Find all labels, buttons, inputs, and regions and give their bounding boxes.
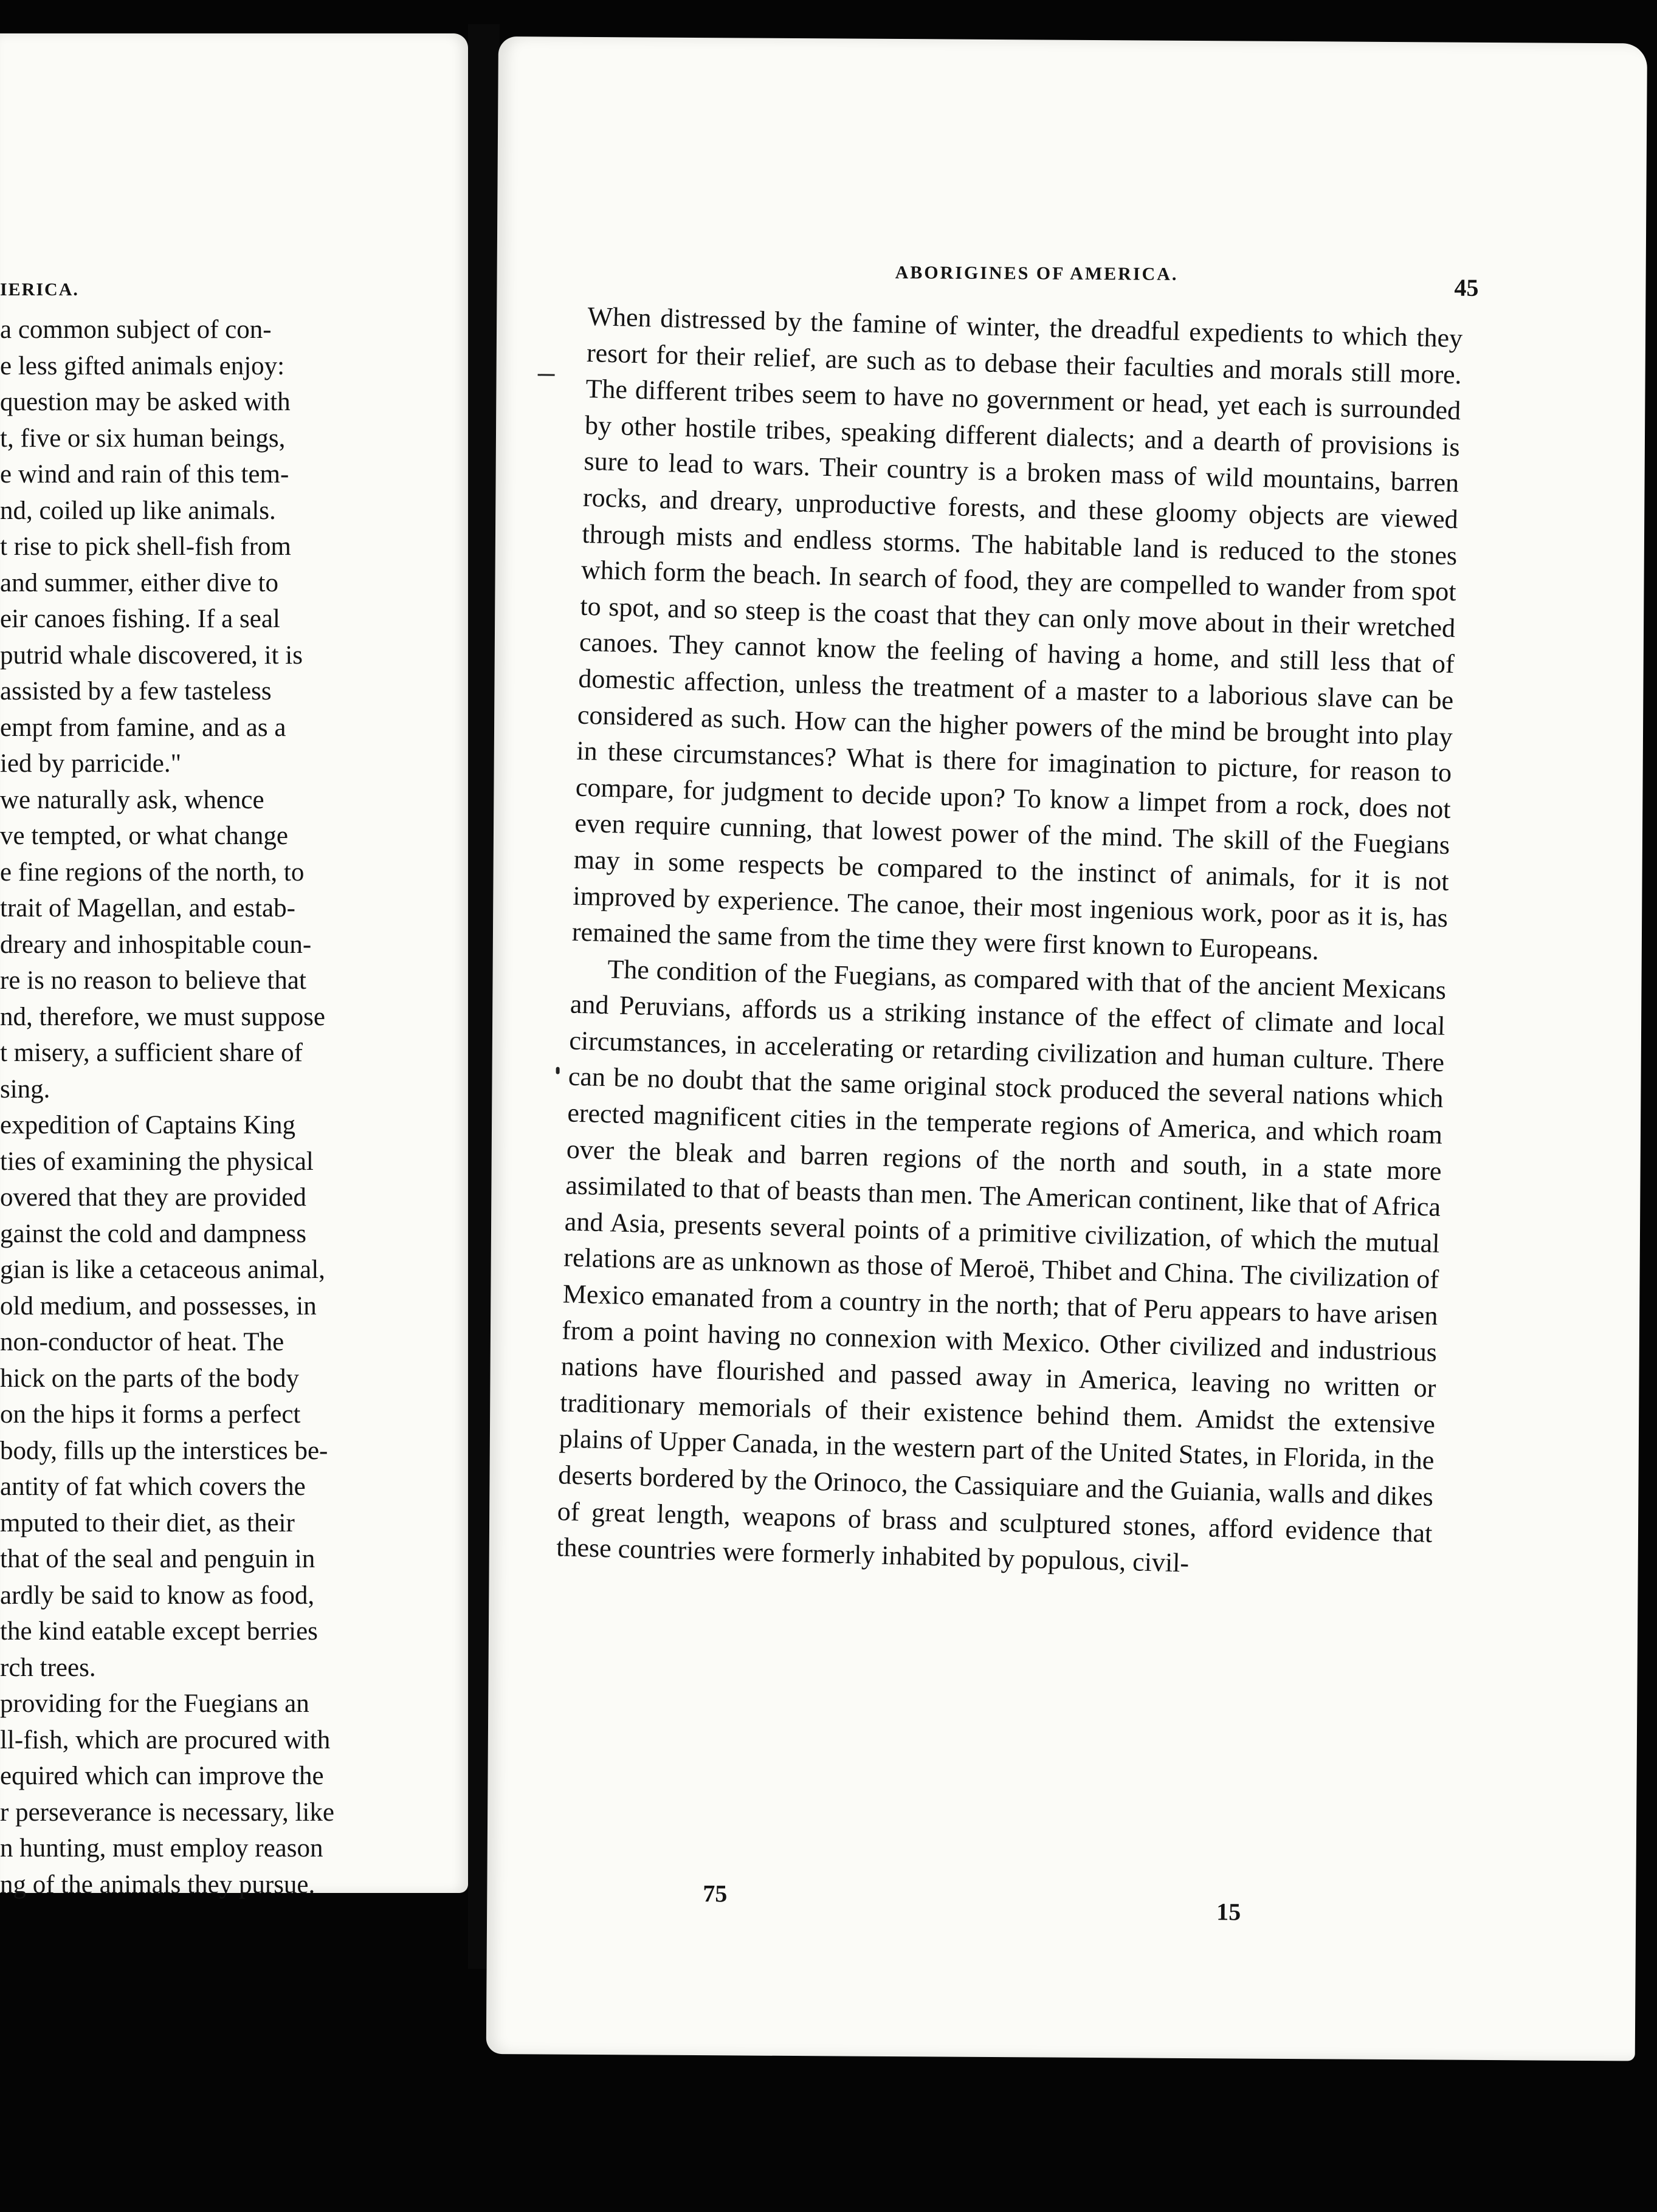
text-line: trait of Magellan, and estab- — [0, 894, 295, 922]
text-line: expedition of Captains King — [0, 1111, 296, 1139]
text-line: e less gifted animals enjoy: — [0, 351, 285, 380]
text-line: on the hips it forms a perfect — [0, 1400, 301, 1429]
text-line: the kind eatable except berries — [0, 1617, 318, 1646]
text-line: e wind and rain of this tem- — [0, 460, 289, 489]
text-line: ardly be said to know as food, — [0, 1581, 315, 1610]
signature-mark: 75 — [703, 1880, 728, 1908]
text-line: ied by parricide." — [0, 749, 182, 778]
text-line: eir canoes fishing. If a seal — [0, 605, 280, 633]
text-line: e fine regions of the north, to — [0, 857, 305, 887]
text-line: equired which can improve the — [0, 1762, 324, 1790]
text-line: ng of the animals they pursue. — [0, 1870, 315, 1899]
left-running-head: IERICA. — [0, 280, 79, 300]
text-line: and summer, either dive to — [0, 568, 279, 597]
text-line: mputed to their diet, as their — [0, 1508, 295, 1537]
paragraph: When distressed by the famine of winter, the dreadful expedients to which they resort for their relief, are such as to debase their faculties and morals still more. The different tribes seem to have no government or head, yet each is surrounded by other hostile tribes, speaking different dialects; and a dearth of provisions is sure to lead to wars. Their country is a broken mass of wild mountains, barren rocks, and dreary, unproductive forests, and these gloomy objects are viewed through mists and endless storms. The habitable land is reduced to the stones which form the beach. In search of food, they are compelled to wander from spot to spot, and so steep is the coast that they can only move about in their wretched canoes. They cannot know the feeling of having a home, and still less that of domestic affection, unless the treatment of a master to a laborious slave can be considered as such. How can the higher powers of the mind be brought into play in these circumstances? What is there for imagination to picture, for reason to compare, for judgment to decide upon? To know a limpet from a rock, does not even require cunning, that lowest power of the mind. The skill of the Fuegians may in some respects be compared to the instinct of animals, for it is not improved by experience. The canoe, their most ingenious work, poor as it is, has remained the same from the time they were first known to Europeans. — [571, 301, 1463, 966]
text-line: old medium, and possesses, in — [0, 1291, 317, 1321]
text-line: ve tempted, or what change — [0, 822, 289, 850]
text-line: antity of fat which covers the — [0, 1472, 306, 1501]
text-line: sing. — [0, 1074, 50, 1104]
text-line: we naturally ask, whence — [0, 785, 264, 814]
left-page — [0, 33, 468, 1899]
text-line: t rise to pick shell-fish from — [0, 532, 291, 561]
text-line: ll-fish, which are procured with — [0, 1725, 331, 1754]
paragraph: The condition of the Fuegians, as compared with that of the ancient Mexicans and Peruvians, affords us a striking instance of the effect of climate and local circumstances, in accelerating or retarding civilization and human culture. There can be no doubt that the same original stock produced the several nations which erected magnificent cities in the temperate regions of America, and which roam over the bleak and barren regions of the north and south, in a state more assimilated to that of beasts than men. The American continent, like that of Africa and Asia, presents several points of a primitive civilization, of which the mutual relations are as unknown as those of Meroë, Thibet and China. The civilization of Mexico emanated from a country in the north; that of Peru appears to have arisen from a point having no connexion with Mexico. Other civilized and industrious nations have flourished and passed away in America, leaving no written or traditionary memorials of their existence behind them. Amidst the extensive plains of Upper Canada, in the western part of the United States, in Florida, in the deserts bordered by the Orinoco, the Cassiquiare and the Guiania, walls and dikes of great length, weapons of brass and sculptured stones, afford evidence that these countries were formerly inhabited by populous, civil- — [556, 953, 1447, 1578]
right-page — [486, 36, 1647, 2061]
text-line: that of the seal and penguin in — [0, 1545, 315, 1573]
text-line: gainst the cold and dampness — [0, 1219, 306, 1248]
text-line: empt from famine, and as a — [0, 713, 286, 742]
text-line: t, five or six human beings, — [0, 424, 286, 453]
text-line: rch trees. — [0, 1653, 96, 1682]
text-line: overed that they are provided — [0, 1183, 306, 1212]
left-page-text — [0, 312, 419, 1903]
running-head: ABORIGINES OF AMERICA. — [895, 262, 1179, 284]
right-page-text — [556, 298, 1463, 1588]
margin-mark — [538, 374, 555, 376]
text-line: nd, therefore, we must suppose — [0, 1002, 325, 1031]
text-line: putrid whale discovered, it is — [0, 641, 303, 670]
margin-mark — [556, 1067, 560, 1074]
footer-mark: 15 — [1216, 1898, 1241, 1926]
text-line: providing for the Fuegians an — [0, 1689, 309, 1718]
page-number: 45 — [1454, 273, 1479, 301]
text-line: nd, coiled up like animals. — [0, 496, 276, 525]
text-line: non-conductor of heat. The — [0, 1328, 284, 1356]
text-line: hick on the parts of the body — [0, 1364, 300, 1393]
text-line: r perseverance is necessary, like — [0, 1798, 334, 1827]
text-line: t misery, a sufficient share of — [0, 1039, 303, 1067]
text-line: n hunting, must employ reason — [0, 1834, 323, 1863]
text-line: assisted by a few tasteless — [0, 677, 272, 706]
text-line: question may be asked with — [0, 388, 291, 416]
text-line: dreary and inhospitable coun- — [0, 930, 312, 959]
text-line: body, fills up the interstices be- — [0, 1436, 328, 1465]
text-line: re is no reason to believe that — [0, 966, 306, 995]
text-line: ties of examining the physical — [0, 1147, 314, 1176]
text-line: a common subject of con- — [0, 315, 272, 344]
text-line: gian is like a cetaceous animal, — [0, 1255, 325, 1284]
